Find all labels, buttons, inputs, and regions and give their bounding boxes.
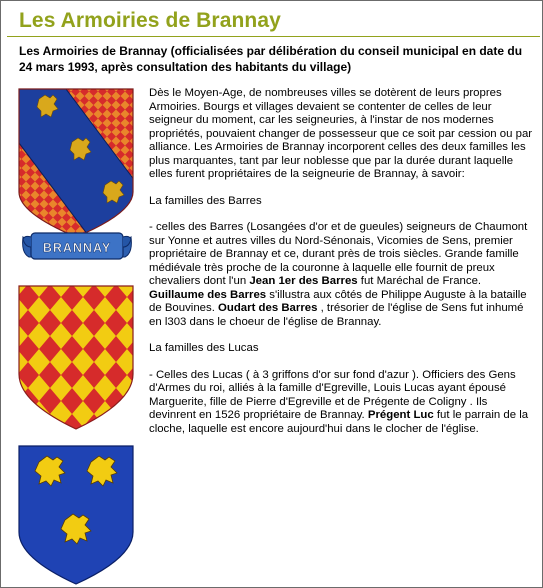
brannay-coat-of-arms-image (17, 87, 135, 272)
barres-text: - celles des Barres (Losangées d'or et de gueules) seigneurs de Chaumont sur Yonne et autres villes du Nord-Sénonais, Vicomies de Sens, premier propriétaire de Brannay et ce, durant près de trois siècles. Grande famille médiévale très proche de la couronne à laquelle elle fournit de preux chevaliers dont l'un (149, 221, 528, 287)
name-guillaume-des-barres: Guillaume des Barres (149, 288, 267, 301)
heading-barres: La familles des Barres (149, 194, 262, 207)
lucas-coat-of-arms-image (17, 444, 135, 587)
name-jean-des-barres: Jean 1er des Barres (249, 275, 358, 287)
lucas-paragraph (149, 369, 534, 437)
brannay-scroll-text: BRANNAY (42, 241, 112, 255)
history-paragraph: Dès le Moyen-Age, de nombreuses villes se dotèrent de leurs propres Armoiries. Bourgs et villages devaient se contenter de celles de leur seigneur du moment, car les seigneuries, à l'instar de nos modernes propriétés, pouvaient changer de possesseur que ce soit par cession ou par alliance. Les Armoiries de Brannay incorporent celles des deux familles les plus marquantes, tant par leur noblesse que par la durée durant laquelle elles furent propriétaires de la seigneurie de Brannay, à savoir: (149, 87, 533, 180)
intro-text: Les Armoiries de Brannay (officialisées par délibération du conseil municipal en date du 24 mars 1993, après consultation des habitants du village) (19, 44, 523, 74)
page-title: Les Armoiries de Brannay (19, 9, 281, 32)
barres-text: , trésorier de l'église de Sens fut inhumé en l303 dans le choeur de l'église de Brannay. (149, 302, 524, 328)
coat-of-arms-column (17, 87, 135, 587)
des-barres-coat-of-arms-image (17, 284, 135, 432)
heading-lucas: La familles des Lucas (149, 342, 259, 354)
article-body (149, 87, 534, 436)
name-pregent-luc: Prégent Luc (367, 409, 434, 421)
barres-text: s'illustra aux côtés de Philippe Auguste à la bataille de Bouvines. (149, 288, 527, 314)
lucas-text: - Celles des Lucas ( à 3 griffons d'or sur fond d'azur ). Officiers des Gens d'Armes du roi, alliés à la famille d'Egreville, Louis Lucas ayant épousé Marguerite, fille de Pierre d'Egreville et de Prégente de Coligny . Ils devinrent en 1526 propriétaire de Brannay. (149, 368, 516, 421)
barres-text: fut Maréchal de France. (357, 275, 482, 287)
lucas-text: fut le parrain de la cloche, laquelle est encore aujourd'hui dans le clocher de l'église. (149, 409, 529, 435)
title-divider (7, 36, 540, 37)
name-oudart-des-barres: Oudart des Barres (218, 302, 318, 314)
barres-paragraph (149, 221, 534, 329)
